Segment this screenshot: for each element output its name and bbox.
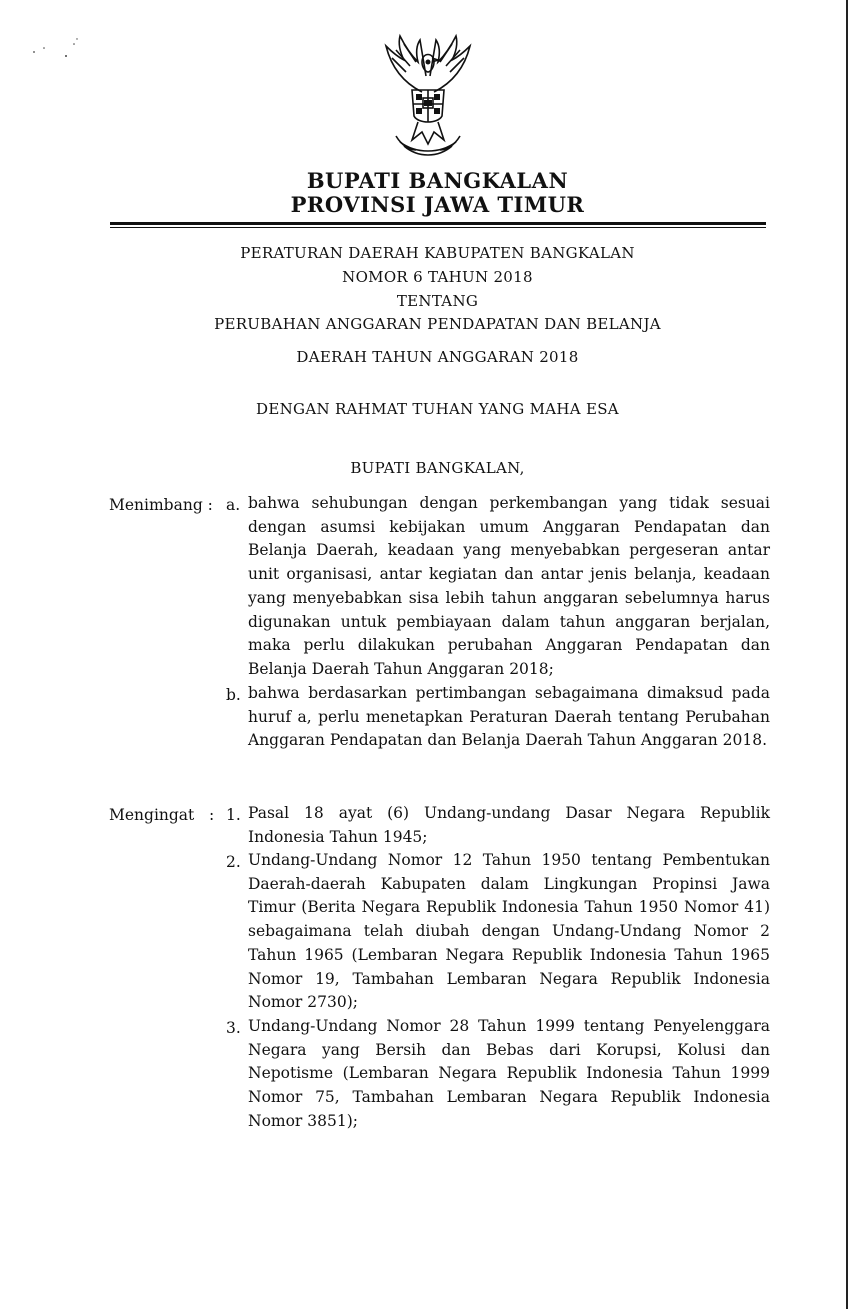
menimbang-item-a-text: bahwa sehubungan dengan perkembangan yang tidak sesuai dengan asumsi kebijakan umum Anggaran Pendapatan dan Belanja Daerah, keadaan yang menyebabkan pergeseran antar unit organisasi, antar kegiatan dan antar jenis belanja, keadaan yang menyebabkan sisa lebih tahun anggaran sebelumnya harus digunakan untuk pembiayaan dalam tahun anggaran berjalan, maka perlu dilakukan perubahan Anggaran Pendapatan dan Belanja Daerah Tahun Anggaran 2018;: [248, 494, 770, 678]
mengingat-item-1-text: Pasal 18 ayat (6) Undang-undang Dasar Negara Republik Indonesia Tahun 1945;: [248, 804, 770, 846]
mengingat-label-text: Mengingat: [109, 806, 195, 824]
scan-specks: [30, 36, 90, 66]
menimbang-item-b-marker: b.: [226, 686, 241, 704]
title-line-1: PERATURAN DAERAH KABUPATEN BANGKALAN: [240, 244, 635, 262]
invocation: DENGAN RAHMAT TUHAN YANG MAHA ESA: [256, 400, 619, 418]
header-rule-thin: [110, 227, 766, 228]
menimbang-label: Menimbang :: [109, 496, 213, 514]
title-line-4: PERUBAHAN ANGGARAN PENDAPATAN DAN BELANJA: [214, 315, 661, 333]
issuer: BUPATI BANGKALAN,: [350, 459, 525, 477]
header-line-2: PROVINSI JAWA TIMUR: [290, 192, 585, 217]
mengingat-item-2-marker: 2.: [226, 853, 241, 871]
title-line-3: TENTANG: [396, 292, 479, 310]
mengingat-item-3-text: Undang-Undang Nomor 28 Tahun 1999 tentang Penyelenggara Negara yang Bersih dan Bebas dari Korupsi, Kolusi dan Nepotisme (Lembaran Negara Republik Indonesia Tahun 1999 Nomor 75, Tambahan Lembaran Negara Republik Indonesia Nomor 3851);: [248, 1017, 770, 1130]
menimbang-label-text: Menimbang: [109, 496, 203, 514]
mengingat-label: Mengingat :: [109, 806, 215, 824]
header-rule-thick: [110, 222, 766, 225]
title-line-5: DAERAH TAHUN ANGGARAN 2018: [296, 348, 579, 366]
mengingat-item-3-marker: 3.: [226, 1019, 241, 1037]
mengingat-item-2-text: Undang-Undang Nomor 12 Tahun 1950 tentang Pembentukan Daerah-daerah Kabupaten dalam Lingkungan Propinsi Jawa Timur (Berita Negara Republik Indonesia Tahun 1950 Nomor 41) sebagaimana telah diubah dengan Undang-Undang Nomor 2 Tahun 1965 (Lembaran Negara Republik Indonesia Tahun 1965 Nomor 19, Tambahan Lembaran Negara Republik Indonesia Nomor 2730);: [248, 851, 770, 1012]
menimbang-item-b-text: bahwa berdasarkan pertimbangan sebagaimana dimaksud pada huruf a, perlu menetapkan Peraturan Daerah tentang Perubahan Anggaran Pendapatan dan Belanja Daerah Tahun Anggaran 2018.: [248, 684, 770, 750]
mengingat-item-1-marker: 1.: [226, 806, 241, 824]
title-line-2: NOMOR 6 TAHUN 2018: [342, 268, 533, 286]
menimbang-item-a-marker: a.: [226, 496, 241, 514]
garuda-emblem: [376, 32, 480, 162]
header-line-1: BUPATI BANGKALAN: [306, 168, 569, 193]
